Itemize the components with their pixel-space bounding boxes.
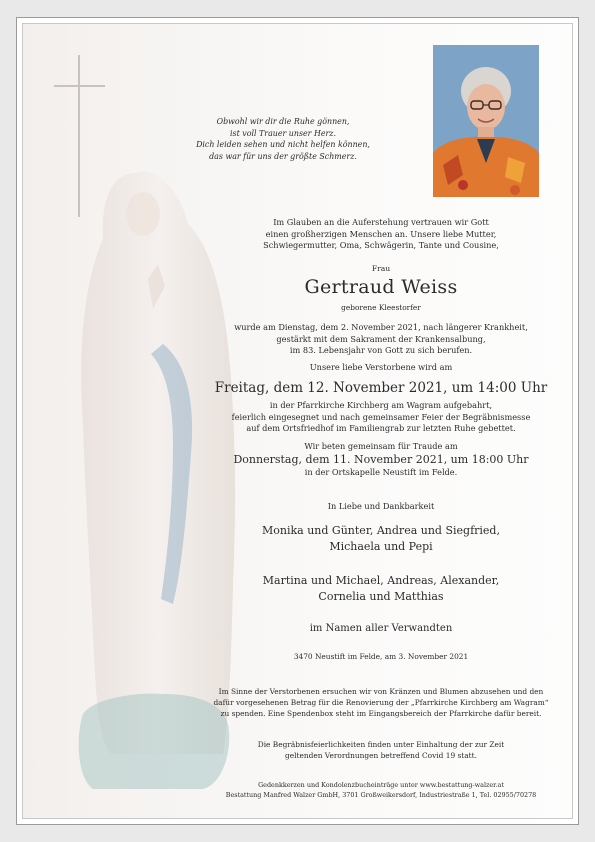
quote-line: Dich leiden sehen und nicht helfen können,: [196, 140, 370, 149]
funeral-details: [193, 400, 569, 435]
prayer-date: Donnerstag, dem 11. November 2021, um 18:00 Uhr: [233, 453, 529, 466]
place-date: 3470 Neustift im Felde, am 3. November 2021: [293, 652, 469, 661]
intro-line: Im Glauben an die Auferstehung vertrauen wir Gott: [273, 217, 489, 227]
family-group-1: [193, 523, 569, 555]
portrait-photo: [433, 45, 539, 197]
family-group-2: [193, 573, 569, 605]
funeral-details-line: feierlich eingesegnet und nach gemeinsamer Feier der Begräbnismesse: [231, 411, 531, 422]
footer-line: Gedenkkerzen und Kondolenzbucheinträge unter www.bestattung-walzer.at: [258, 781, 504, 789]
death-notice-line: wurde am Dienstag, dem 2. November 2021, nach längerer Krankheit,: [234, 322, 528, 332]
intro-line: Schwiegermutter, Oma, Schwägerin, Tante und Cousine,: [263, 240, 499, 250]
memorial-quote: [183, 116, 383, 162]
funeral-details-line: auf dem Ortsfriedhof im Familiengrab zur letzten Ruhe gebettet.: [246, 423, 516, 433]
family-line: Michaela und Pepi: [329, 540, 433, 553]
covid-notice: [193, 739, 569, 761]
love-line: In Liebe und Dankbarkeit: [327, 501, 435, 511]
cross-horizontal-bar: [54, 85, 105, 87]
prayer-intro: Wir beten gemeinsam für Traude am: [304, 441, 458, 451]
funeral-home-footer: [183, 781, 573, 800]
request-line: zu spenden. Eine Spendenbox steht im Eingangsbereich der Pfarrkirche dafür bereit.: [220, 709, 542, 719]
death-notice-line: gestärkt mit dem Sakrament der Krankensalbung,: [276, 333, 486, 344]
death-notice-line: im 83. Lebensjahr von Gott zu sich berufen.: [289, 345, 473, 355]
covid-line: geltenden Verordnungen betreffend Covid 19 statt.: [285, 751, 477, 761]
prayer-place: in der Ortskapelle Neustift im Felde.: [304, 467, 458, 477]
death-notice: [193, 322, 569, 357]
relatives-line: im Namen aller Verwandten: [309, 623, 453, 634]
covid-line: Die Begräbnisfeierlichkeiten finden unter Einhaltung der zur Zeit: [257, 740, 505, 749]
funeral-date: Freitag, dem 12. November 2021, um 14:00 Uhr: [214, 380, 548, 396]
quote-line: das war für uns der größte Schmerz.: [209, 151, 357, 161]
family-line: Martina und Michael, Andreas, Alexander,: [262, 574, 500, 587]
intro-line: einen großherzigen Menschen an. Unsere liebe Mutter,: [265, 228, 497, 239]
funeral-details-line: in der Pfarrkirche Kirchberg am Wagram aufgebahrt,: [269, 400, 493, 410]
deceased-name: Gertraud Weiss: [304, 276, 458, 298]
request-line: Im Sinne der Verstorbenen ersuchen wir von Kränzen und Blumen abzusehen und den: [218, 687, 544, 696]
card-inner-frame: [22, 23, 573, 819]
obituary-card: [16, 17, 579, 825]
family-line: Cornelia und Matthias: [318, 590, 444, 603]
salutation: Frau: [371, 264, 391, 273]
funeral-intro: Unsere liebe Verstorbene wird am: [309, 362, 453, 372]
donation-request: [183, 686, 573, 720]
cross-vertical-bar: [78, 55, 80, 217]
birth-name: geborene Kleestorfer: [341, 303, 421, 312]
family-line: Monika und Günter, Andrea und Siegfried,: [262, 524, 500, 537]
footer-line: Bestattung Manfred Walzer GmbH, 3701 Großweikersdorf, Industriestraße 1, Tel. 02955/70278: [225, 790, 537, 799]
quote-line: ist voll Trauer unser Herz.: [230, 128, 336, 138]
quote-line: Obwohl wir dir die Ruhe gönnen,: [216, 117, 350, 126]
intro-paragraph: [193, 217, 569, 252]
request-line: dafür vorgesehenen Betrag für die Renovierung der „Pfarrkirche Kirchberg am Wagram“: [213, 698, 549, 708]
